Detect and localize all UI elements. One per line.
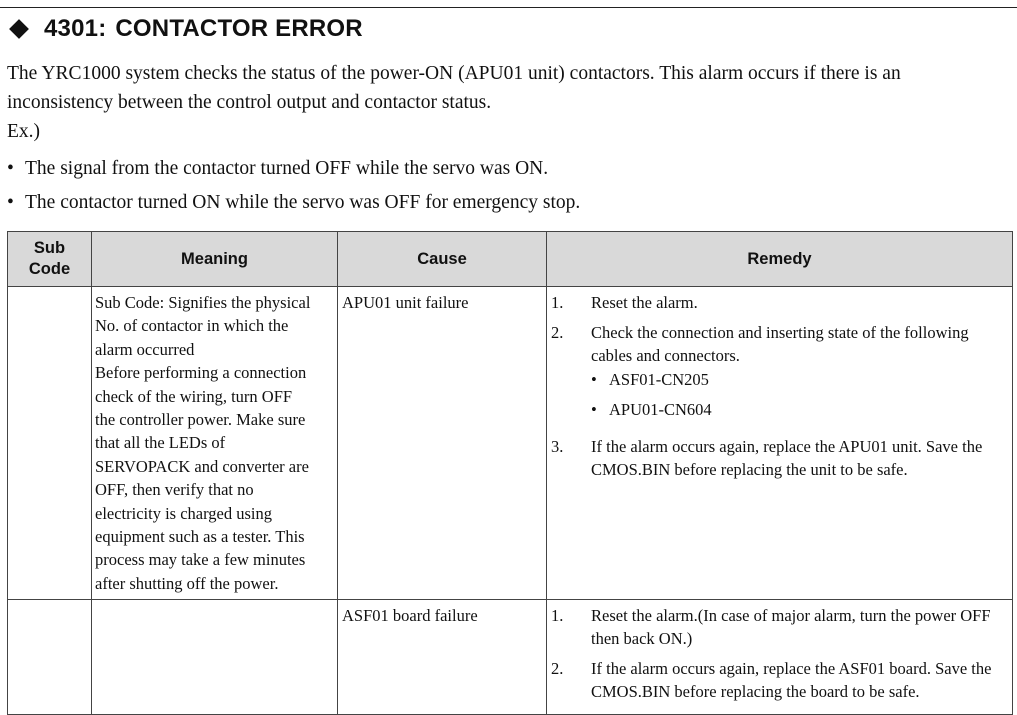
- meaning-line: that all the LEDs of: [95, 433, 226, 453]
- example-bullet: [7, 188, 1007, 222]
- header-sub-code-line2: Code: [28, 260, 71, 278]
- meaning-line: alarm occurred: [95, 339, 195, 359]
- alarm-title: CONTACTOR ERROR: [115, 15, 363, 42]
- alarm-code: 4301:: [44, 15, 107, 42]
- cell-sub-code: [8, 287, 92, 600]
- meaning-line: the controller power. Make sure: [95, 410, 306, 430]
- meaning-line: Sub Code: Signifies the physical: [95, 293, 311, 312]
- cell-cause: [338, 287, 547, 600]
- step-text: Reset the alarm.: [591, 293, 698, 312]
- cell-meaning: [92, 287, 338, 600]
- connector-name: APU01-CN604: [609, 400, 712, 419]
- step-number: 2.: [551, 659, 564, 679]
- alarm-table: [7, 231, 1013, 715]
- header-sub-code-line1: Sub: [33, 239, 66, 257]
- table-header-row: [8, 232, 1013, 287]
- bullet-dot-icon: •: [7, 192, 14, 213]
- remedy-list: [547, 600, 1012, 714]
- header-sub-code: [8, 232, 92, 287]
- remedy-step: [551, 657, 1006, 703]
- connector-bullet: [591, 398, 1006, 421]
- cell-cause: [338, 600, 547, 715]
- remedy-step: [551, 291, 1006, 314]
- example-label: Ex.): [7, 121, 41, 142]
- remedy-list: [547, 287, 1012, 492]
- cell-remedy: [547, 287, 1013, 600]
- cell-sub-code: [8, 600, 92, 715]
- cause-text: ASF01 board failure: [342, 606, 478, 626]
- step-number: 1.: [551, 293, 564, 312]
- remedy-step: [551, 435, 1006, 481]
- meaning-line: SERVOPACK and converter are: [95, 456, 309, 476]
- example-bullet: [7, 154, 1007, 188]
- cause-text: APU01 unit failure: [342, 293, 469, 312]
- step-number: 2.: [551, 323, 564, 342]
- intro-text: [7, 59, 1007, 146]
- step-text: Reset the alarm.(In case of major alarm, turn the power OFF then back ON.): [591, 606, 991, 649]
- cell-remedy: [547, 600, 1013, 715]
- meaning-line: OFF, then verify that no: [95, 480, 254, 500]
- meaning-line: electricity is charged using: [95, 503, 273, 523]
- header-remedy: Remedy: [547, 232, 1013, 287]
- header-cause: Cause: [338, 232, 547, 287]
- remedy-step: [551, 604, 1006, 650]
- meaning-line: after shutting off the power.: [95, 573, 279, 593]
- top-rule: [0, 7, 1017, 8]
- meaning-line: equipment such as a tester. This: [95, 527, 305, 547]
- alarm-heading: [7, 14, 363, 44]
- cell-meaning: [92, 600, 338, 715]
- bullet-text: The contactor turned ON while the servo was OFF for emergency stop.: [25, 192, 581, 213]
- step-text: If the alarm occurs again, replace the APU01 unit. Save the CMOS.BIN before replacing the unit to be safe.: [591, 437, 983, 479]
- connector-name: ASF01-CN205: [609, 370, 709, 389]
- step-body: [591, 321, 1006, 428]
- bullet-dot-icon: •: [591, 400, 597, 419]
- meaning-line: check of the wiring, turn OFF: [95, 386, 293, 406]
- meaning-line: Before performing a connection: [95, 363, 307, 383]
- step-number: 1.: [551, 606, 564, 626]
- example-bullets: [7, 154, 1007, 222]
- connector-bullet: [591, 368, 1006, 391]
- step-text: Check the connection and inserting state of the following cables and connectors.: [591, 323, 969, 365]
- bullet-dot-icon: •: [591, 370, 597, 389]
- intro-paragraph: The YRC1000 system checks the status of the power-ON (APU01 unit) contactors. This alarm occurs if there is an inconsistency between the control output and contactor status.: [7, 63, 901, 113]
- step-number: 3.: [551, 437, 564, 456]
- step-text: If the alarm occurs again, replace the ASF01 board. Save the CMOS.BIN before replacing the board to be safe.: [591, 659, 992, 702]
- meaning-line: process may take a few minutes: [95, 550, 306, 570]
- table-row: [8, 600, 1013, 715]
- bullet-text: The signal from the contactor turned OFF while the servo was ON.: [25, 158, 549, 179]
- meaning-text: [92, 287, 337, 599]
- table-row: [8, 287, 1013, 600]
- diamond-bullet-icon: [9, 19, 29, 39]
- remedy-step: [551, 321, 1006, 428]
- meaning-line: No. of contactor in which the: [95, 316, 289, 336]
- bullet-dot-icon: •: [7, 158, 14, 179]
- header-meaning: Meaning: [92, 232, 338, 287]
